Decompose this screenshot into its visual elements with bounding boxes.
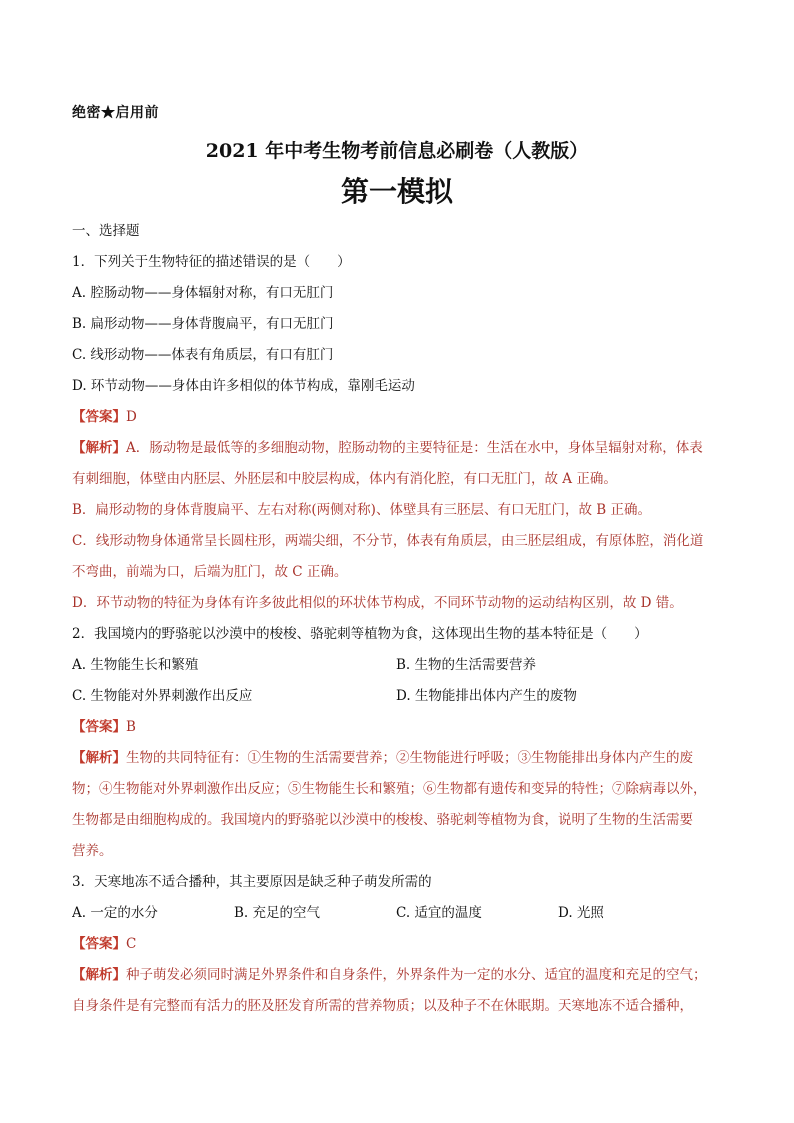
answer-tag: 【答案】 [72, 409, 126, 425]
q2-analysis-line-3: 生物都是由细胞构成的。我国境内的野骆驼以沙漠中的梭梭、骆驼刺等植物为食，说明了生物的生活需要 [72, 812, 693, 828]
exam-title: 2021 年中考生物考前信息必刷卷（人教版） [205, 140, 589, 162]
q2-options-row-1 [72, 650, 724, 681]
q3-option-b: B. 充足的空气 [234, 905, 321, 921]
q2-analysis-line-4: 营养。 [72, 843, 113, 859]
q2-option-c: C. 生物能对外界刺激作出反应 [72, 688, 253, 704]
q1-answer [72, 402, 724, 433]
q1-analysis-line-5: 不弯曲，前端为口，后端为肛门，故 C 正确。 [72, 564, 348, 580]
q3-analysis-line-2: 自身条件是有完整而有活力的胚及胚发育所需的营养物质；以及种子不在休眠期。天寒地冻不适合播种， [72, 998, 693, 1014]
q3-answer-value: C [126, 936, 137, 952]
q2-option-d: D. 生物能排出体内产生的废物 [396, 688, 577, 704]
q2-analysis-line-1 [72, 743, 724, 774]
q1-option-b: B. 扁形动物——身体背腹扁平，有口无肛门 [72, 316, 334, 332]
q3-options-row [72, 898, 724, 929]
answer-tag: 【答案】 [72, 719, 126, 735]
q1-answer-value: D [126, 409, 137, 425]
analysis-text: 生物的共同特征有：①生物的生活需要营养；②生物能进行呼吸；③生物能排出身体内产生的废 [126, 750, 693, 766]
analysis-tag: 【解析】 [72, 440, 126, 456]
q2-answer-value: B [126, 719, 136, 735]
q1-option-c: C. 线形动物——体表有角质层，有口有肛门 [72, 347, 334, 363]
q1-analysis-line-3: B．扁形动物的身体背腹扁平、左右对称(两侧对称)、体壁具有三胚层、有口无肛门，故 B 正确。 [72, 502, 651, 518]
q2-option-a: A. 生物能生长和繁殖 [72, 657, 199, 673]
analysis-text: A．肠动物是最低等的多细胞动物，腔肠动物的主要特征是：生活在水中，身体呈辐射对称，体表 [126, 440, 703, 456]
analysis-text: 种子萌发必须同时满足外界条件和自身条件，外界条件为一定的水分、适宜的温度和充足的空气； [126, 967, 707, 983]
q1-analysis-line-2: 有刺细胞，体壁由内胚层、外胚层和中胶层构成，体内有消化腔，有口无肛门，故 A 正确。 [72, 471, 617, 487]
q2-options-row-2 [72, 681, 724, 712]
exam-subtitle: 第一模拟 [340, 175, 453, 208]
q2-answer [72, 712, 724, 743]
q2-stem: 2．我国境内的野骆驼以沙漠中的梭梭、骆驼刺等植物为食，这体现出生物的基本特征是（ ） [72, 626, 648, 642]
q3-option-c: C. 适宜的温度 [396, 905, 482, 921]
q3-analysis-line-1 [72, 960, 724, 991]
q2-option-b: B. 生物的生活需要营养 [396, 657, 537, 673]
section-heading: 一、选择题 [72, 223, 140, 239]
q3-option-a: A. 一定的水分 [72, 905, 158, 921]
analysis-tag: 【解析】 [72, 967, 126, 983]
exam-content [72, 216, 724, 1022]
answer-tag: 【答案】 [72, 936, 126, 952]
q3-option-d: D. 光照 [558, 905, 604, 921]
q3-answer [72, 929, 724, 960]
q1-stem: 1．下列关于生物特征的描述错误的是（ ） [72, 254, 351, 270]
q1-option-d: D. 环节动物——身体由许多相似的体节构成，靠刚毛运动 [72, 378, 415, 394]
analysis-tag: 【解析】 [72, 750, 126, 766]
q1-analysis-line-6: D．环节动物的特征为身体有许多彼此相似的环状体节构成，不同环节动物的运动结构区别，故 D 错。 [72, 595, 683, 611]
q1-analysis-line-4: C．线形动物身体通常呈长圆柱形，两端尖细，不分节，体表有角质层，由三胚层组成，有原体腔，消化道 [72, 533, 704, 549]
q1-option-a: A. 腔肠动物——身体辐射对称，有口无肛门 [72, 285, 334, 301]
q1-analysis-line-1 [72, 433, 724, 464]
q3-stem: 3．天寒地冻不适合播种，其主要原因是缺乏种子萌发所需的 [72, 874, 432, 890]
q2-analysis-line-2: 物；④生物能对外界刺激作出反应；⑤生物能生长和繁殖；⑥生物都有遗传和变异的特性；⑦除病毒以外， [72, 781, 707, 797]
secret-mark: 绝密★启用前 [72, 105, 159, 121]
